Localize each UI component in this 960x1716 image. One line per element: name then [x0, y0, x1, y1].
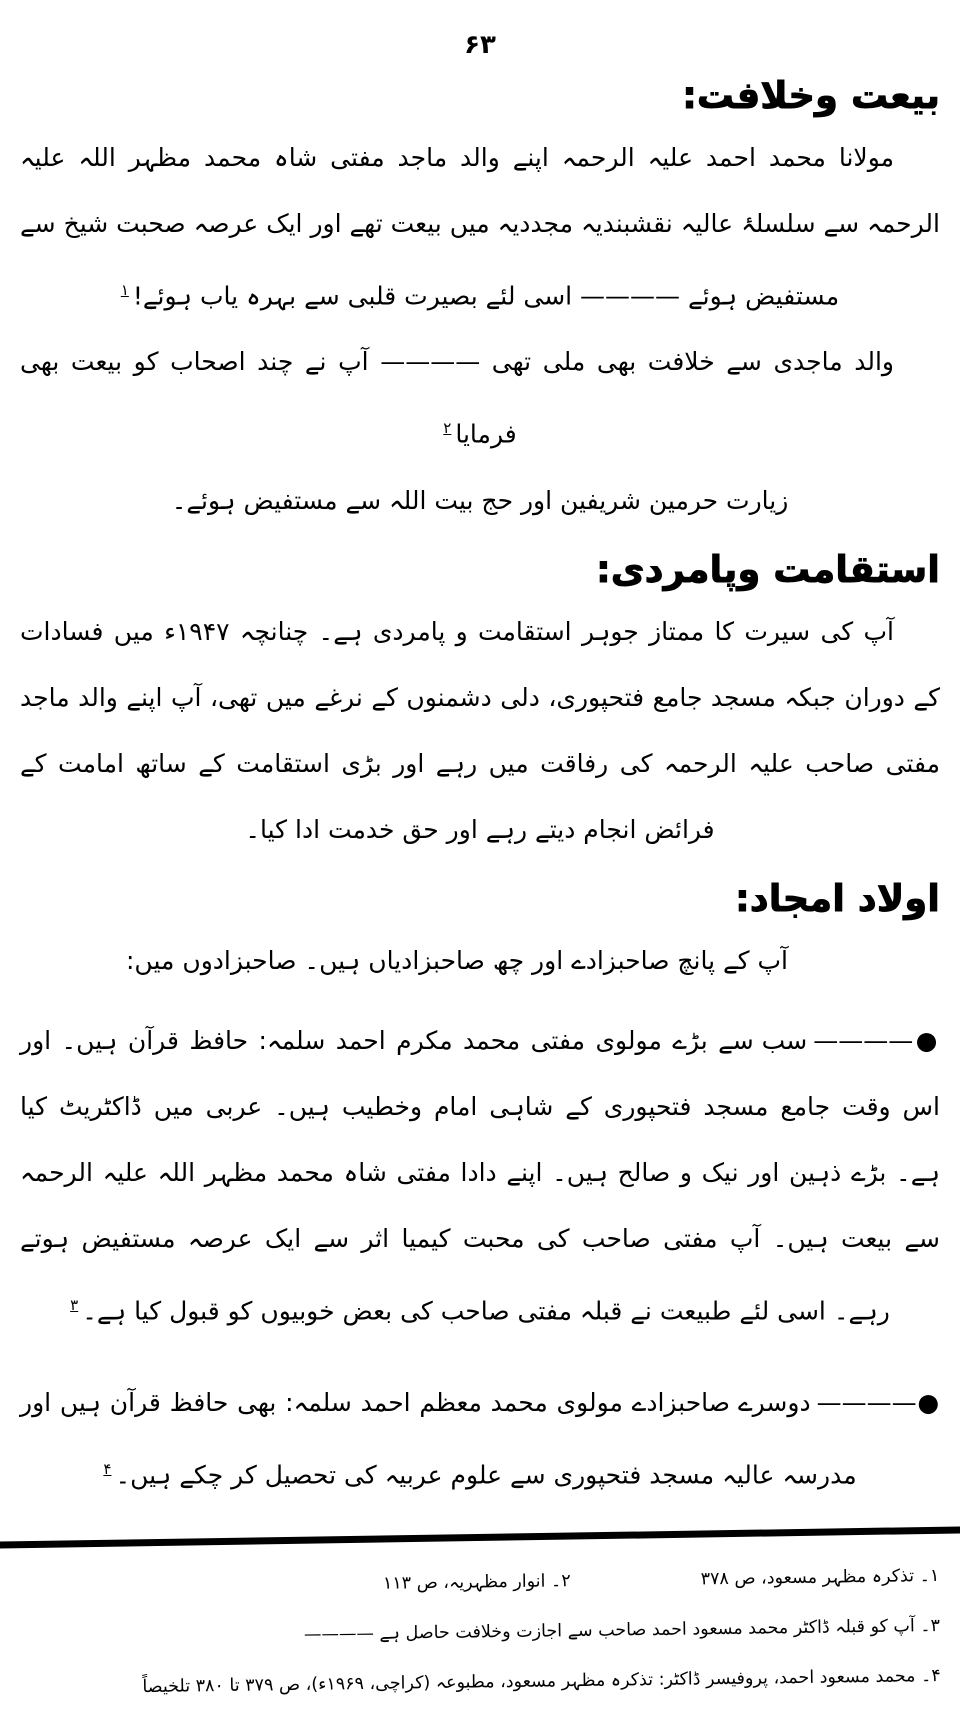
- list-item-text: سب سے بڑے مولوی مفتی محمد مکرم احمد سلمہ: حافظ قرآن ہیں۔ اور اس وقت جامع مسجد فتحپوری کے شاہی امام وخطیب ہیں۔ عربی میں ڈاکٹریٹ کیا ہے۔ بڑے ذہین اور نیک و صالح ہیں۔ اپنے دادا مفتی شاہ محمد مظہر اللہ علیہ الرحمہ سے بیعت ہیں۔ آپ مفتی صاحب کی محبت کیمیا اثر سے ایک عرصہ مستفیض ہوتے رہے۔ اسی لئے طبیعت نے قبلہ مفتی صاحب کی بعض خوبیوں کو قبول کیا ہے۔: [20, 1025, 940, 1325]
- paragraph: [20, 928, 940, 994]
- footnote-3: ۳۔ آپ کو قبلہ ڈاکٹر محمد مسعود احمد صاحب سے اجازت وخلافت حاصل ہے ————: [303, 1616, 941, 1646]
- paragraph-text: زیارت حرمین شریفین اور حج بیت اللہ سے مستفیض ہوئے۔: [171, 485, 789, 515]
- section-heading-aulad-amjad: اولاد امجاد:: [734, 876, 940, 920]
- paragraph: [20, 599, 940, 863]
- bullet-icon: ●————: [816, 1387, 940, 1417]
- footnote-2: ۲۔ انوار مظہریہ، ص ۱۱۳: [382, 1571, 571, 1595]
- footnote-4: ۴۔ محمد مسعود احمد، پروفیسر ڈاکٹر: تذکرہ مظہر مسعود، مطبوعہ (کراچی، ۱۹۶۹ء)، ص ۳۷۹ تا ۳۸۰ تلخیصاً: [142, 1666, 941, 1698]
- footnote-marker-4: ۴: [103, 1459, 112, 1478]
- footnote-marker-3: ۳: [70, 1295, 79, 1314]
- footnote-marker-2: ۲: [443, 419, 452, 438]
- footnotes: [19, 1551, 941, 1714]
- paragraph-text: والد ماجدی سے خلافت بھی ملی تھی ———— آپ نے چند اصحاب کو بیعت بھی فرمایا: [20, 347, 894, 449]
- page-number: ۶۳: [464, 30, 496, 60]
- paragraph: [20, 329, 940, 467]
- bullet-icon: ●————: [813, 1025, 940, 1055]
- list-item-son-1: [20, 1008, 940, 1344]
- footnote-marker-1: ۱: [120, 281, 129, 299]
- footnote-1: ۱۔ تذکرہ مظہر مسعود، ص ۳۷۸: [700, 1566, 940, 1590]
- footnote-divider-rule: [0, 1527, 960, 1549]
- section-heading-istiqamat: استقامت وپامردی:: [595, 547, 940, 591]
- paragraph: [20, 468, 940, 534]
- paragraph-text: آپ کے پانچ صاحبزادے اور چھ صاحبزادیاں ہیں۔ صاحبزادوں میں:: [126, 945, 788, 975]
- paragraph-text: آپ کی سیرت کا ممتاز جوہر استقامت و پامردی ہے۔ چنانچہ ۱۹۴۷ء میں فسادات کے دوران جبکہ مسجد جامع فتحپوری، دلی دشمنوں کے نرغے میں تھی، آپ اپنے والد ماجد مفتی صاحب علیہ الرحمہ کی رفاقت میں رہے اور بڑی استقامت کے ساتھ امامت کے فرائض انجام دیتے رہے اور حق خدمت ادا کیا۔: [20, 616, 940, 844]
- paragraph: [20, 125, 940, 329]
- section-heading-bayat-khilafat: بیعت وخلافت:: [682, 74, 940, 117]
- list-item-son-2: [20, 1370, 940, 1508]
- list-item-text: دوسرے صاحبزادے مولوی محمد معظم احمد سلمہ: بھی حافظ قرآن ہیں اور مدرسہ عالیہ مسجد فتحپوری سے علوم عربیہ کی تحصیل کر چکے ہیں۔: [20, 1387, 857, 1490]
- paragraph-text: مولانا محمد احمد علیہ الرحمہ اپنے والد ماجد مفتی شاہ محمد مظہر اللہ علیہ الرحمہ سے سلسلۂ عالیہ نقشبندیہ مجددیہ میں بیعت تھے اور ایک عرصہ صحبت شیخ سے مستفیض ہوئے ———— اسی لئے بصیرت قلبی سے بہرہ یاب ہوئے!: [20, 143, 940, 311]
